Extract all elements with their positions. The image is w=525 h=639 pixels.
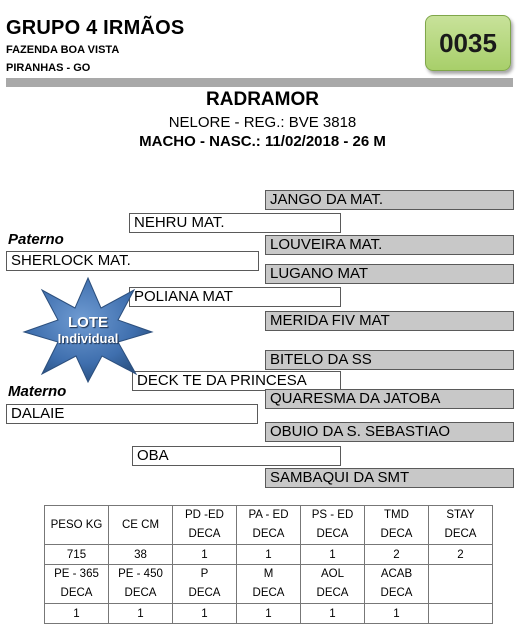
value-cell: 1 (365, 604, 429, 624)
maternal-granddam-box: OBA (132, 446, 341, 466)
maternal-grandsire-box: DECK TE DA PRINCESA (132, 371, 341, 391)
table-header-row (45, 506, 493, 545)
farm-location: FAZENDA BOA VISTA (6, 44, 120, 56)
header-cell: M DECA (237, 565, 301, 604)
farm-name: GRUPO 4 IRMÃOS (6, 17, 185, 39)
animal-breed-registration: NELORE - REG.: BVE 3818 (168, 114, 357, 131)
value-cell: 1 (173, 545, 237, 565)
value-cell: 1 (173, 604, 237, 624)
value-cell: 1 (301, 604, 365, 624)
lot-number-badge: 0035 (425, 15, 511, 71)
header-cell (429, 565, 493, 604)
header-cell: PESO KG (45, 506, 109, 545)
farm-city: PIRANHAS - GO (6, 62, 91, 74)
sire-box: SHERLOCK MAT. (6, 251, 259, 271)
maternal-label: Materno (8, 383, 67, 400)
header-cell: TMD DECA (365, 506, 429, 545)
header-cell: PA - ED DECA (237, 506, 301, 545)
value-cell: 2 (365, 545, 429, 565)
dam-box: DALAIE (6, 404, 258, 424)
great-grandparent-box: LOUVEIRA MAT. (265, 235, 514, 255)
header-cell: PE - 365 DECA (45, 565, 109, 604)
value-cell: 2 (429, 545, 493, 565)
header-cell: ACAB DECA (365, 565, 429, 604)
paternal-label: Paterno (8, 231, 64, 248)
great-grandparent-box: SAMBAQUI DA SMT (265, 468, 514, 488)
paternal-grandsire-box: NEHRU MAT. (129, 213, 341, 233)
value-cell: 1 (301, 545, 365, 565)
great-grandparent-box: MERIDA FIV MAT (265, 311, 514, 331)
header-divider (6, 78, 513, 87)
header-cell: PD -ED DECA (173, 506, 237, 545)
badge-line-2: Individual (57, 331, 119, 346)
table-value-row (45, 545, 493, 565)
great-grandparent-box: JANGO DA MAT. (265, 190, 514, 210)
header-cell: AOL DECA (301, 565, 365, 604)
lot-individual-badge (22, 276, 154, 384)
value-cell: 1 (109, 604, 173, 624)
value-cell: 1 (237, 604, 301, 624)
value-cell (429, 604, 493, 624)
great-grandparent-box: BITELO DA SS (265, 350, 514, 370)
table-value-row (45, 604, 493, 624)
value-cell: 38 (109, 545, 173, 565)
animal-name: RADRAMOR (206, 89, 319, 110)
header-cell: PS - ED DECA (301, 506, 365, 545)
header-cell: PE - 450 DECA (109, 565, 173, 604)
badge-line-1: LOTE (68, 314, 108, 331)
great-grandparent-box: LUGANO MAT (265, 264, 514, 284)
table-header-row (45, 565, 493, 604)
paternal-granddam-box: POLIANA MAT (129, 287, 341, 307)
value-cell: 1 (237, 545, 301, 565)
value-cell: 715 (45, 545, 109, 565)
header-cell: STAY DECA (429, 506, 493, 545)
evaluation-table (44, 505, 493, 624)
header-cell: CE CM (109, 506, 173, 545)
header-cell: P DECA (173, 565, 237, 604)
great-grandparent-box: OBUIO DA S. SEBASTIAO (265, 422, 514, 442)
great-grandparent-box: QUARESMA DA JATOBA (265, 389, 514, 409)
value-cell: 1 (45, 604, 109, 624)
animal-sex-birth: MACHO - NASC.: 11/02/2018 - 26 M (139, 133, 386, 150)
